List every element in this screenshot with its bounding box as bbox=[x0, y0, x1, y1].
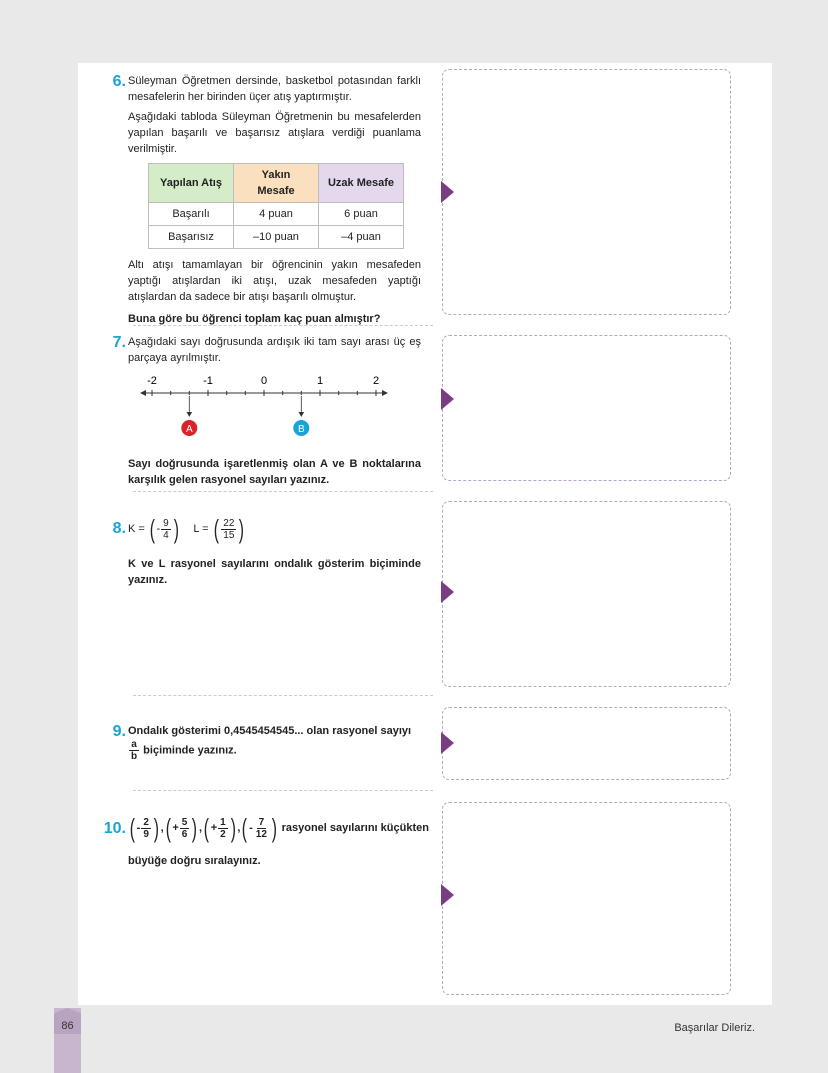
answer-box-9[interactable] bbox=[442, 707, 731, 780]
tick-label: 2 bbox=[372, 375, 380, 387]
footer-slogan: Başarılar Dileriz. bbox=[674, 1022, 755, 1034]
arrow-right-icon bbox=[382, 390, 388, 396]
answer-box-6[interactable] bbox=[442, 69, 731, 315]
question-number: 7. bbox=[112, 334, 126, 351]
table-cell: 4 puan bbox=[234, 203, 319, 226]
question-number: 8. bbox=[112, 520, 126, 537]
table-cell: Başarısız bbox=[149, 226, 234, 249]
page-number-tab bbox=[54, 1008, 81, 1073]
question-number: 9. bbox=[112, 723, 126, 740]
table-header: Uzak Mesafe bbox=[319, 164, 404, 203]
question-text: Altı atışı tamamlayan bir öğrencinin yakın mesafeden yaptığı atışlardan iki atışı, uzak mesafeden yaptığı atışlardan da sadece bir atışı başarılı olmuştur. bbox=[128, 259, 421, 303]
question-prompt: Ondalık gösterimi 0,4545454545... olan rasyonel sayıyı bbox=[128, 725, 412, 737]
answer-box-7[interactable] bbox=[442, 335, 731, 481]
ab-fraction: $\frac{a}{b}$ bbox=[131, 739, 138, 762]
arrow-icon bbox=[441, 181, 454, 203]
k-sign: - bbox=[156, 523, 161, 535]
arrow-icon bbox=[441, 388, 454, 410]
divider bbox=[133, 325, 433, 326]
question-prompt: Buna göre bu öğrenci toplam kaç puan almıştır? bbox=[128, 313, 381, 325]
score-table bbox=[148, 163, 404, 249]
k-label: K = bbox=[128, 523, 145, 535]
question-text: Aşağıdaki sayı doğrusunda ardışık iki tam sayı arası üç eş parçaya ayrılmıştır. bbox=[128, 336, 421, 364]
divider bbox=[133, 695, 433, 696]
question-text: Süleyman Öğretmen dersinde, basketbol potasından farklı mesafelerin her birinden üçer atış yaptırmıştır. bbox=[128, 75, 421, 103]
table-header: Yapılan Atış bbox=[149, 164, 234, 203]
number-line bbox=[128, 366, 421, 444]
arrow-icon bbox=[441, 884, 454, 906]
pointer-b-arrow-icon bbox=[299, 412, 305, 417]
divider bbox=[133, 790, 433, 791]
question-number: 10. bbox=[103, 820, 126, 837]
table-cell: –10 puan bbox=[234, 226, 319, 249]
question-number: 6. bbox=[112, 73, 126, 90]
point-b-label: B bbox=[297, 424, 305, 435]
arrow-icon bbox=[441, 581, 454, 603]
fraction-list: ( - $\frac{2}{9}$ ) , ( + $\frac{5}{6}$ ) , ( + $\frac{1}{2}$ ) , ( - $\frac{7}{12}$ ) rasyonel sayılarını küçükten bbox=[129, 813, 429, 843]
pointer-a-arrow-icon bbox=[187, 412, 193, 417]
question-prompt: biçiminde yazınız. bbox=[143, 744, 237, 757]
fraction: $\frac{5}{6}$ bbox=[181, 816, 188, 840]
answer-box-8[interactable] bbox=[442, 501, 731, 687]
point-a-label: A bbox=[185, 424, 193, 435]
worksheet-page bbox=[78, 63, 772, 1005]
tick-label: 1 bbox=[316, 375, 324, 387]
tick-label: -1 bbox=[203, 375, 213, 387]
arrow-icon bbox=[441, 732, 454, 754]
l-fraction: $\frac{22}{15}$ bbox=[223, 517, 235, 541]
question-prompt: Sayı doğrusunda işaretlenmiş olan A ve B noktalarına karşılık gelen rasyonel sayıları yazınız. bbox=[128, 458, 421, 486]
divider bbox=[133, 491, 433, 492]
table-cell: Başarılı bbox=[149, 203, 234, 226]
table-cell: 6 puan bbox=[319, 203, 404, 226]
arrow-left-icon bbox=[140, 390, 146, 396]
table-header: Yakın Mesafe bbox=[234, 164, 319, 203]
fraction-expression: K = ( - $\frac{9}{4}$ ) L = ( $\frac{22}{15}$ ) bbox=[128, 514, 245, 544]
table-cell: –4 puan bbox=[319, 226, 404, 249]
question-prompt: K ve L rasyonel sayılarını ondalık gösterim biçiminde yazınız. bbox=[128, 558, 421, 586]
fraction: $\frac{2}{9}$ bbox=[143, 816, 149, 840]
k-fraction: $\frac{9}{4}$ bbox=[163, 517, 169, 541]
l-label: L = bbox=[193, 523, 209, 535]
question-prompt: rasyonel sayılarını küçükten bbox=[281, 822, 429, 834]
answer-box-10[interactable] bbox=[442, 802, 731, 995]
question-prompt: büyüğe doğru sıralayınız. bbox=[128, 855, 261, 867]
page-number: 86 bbox=[61, 1020, 74, 1032]
fraction: $\frac{1}{2}$ bbox=[220, 816, 226, 840]
question-text: Aşağıdaki tabloda Süleyman Öğretmenin bu mesafelerden yapılan başarılı ve başarısız atışlara verdiği puanlama verilmiştir. bbox=[128, 111, 421, 155]
tick-label: 0 bbox=[260, 375, 268, 387]
tick-label: -2 bbox=[147, 375, 157, 387]
fraction: $\frac{7}{12}$ bbox=[255, 816, 267, 840]
